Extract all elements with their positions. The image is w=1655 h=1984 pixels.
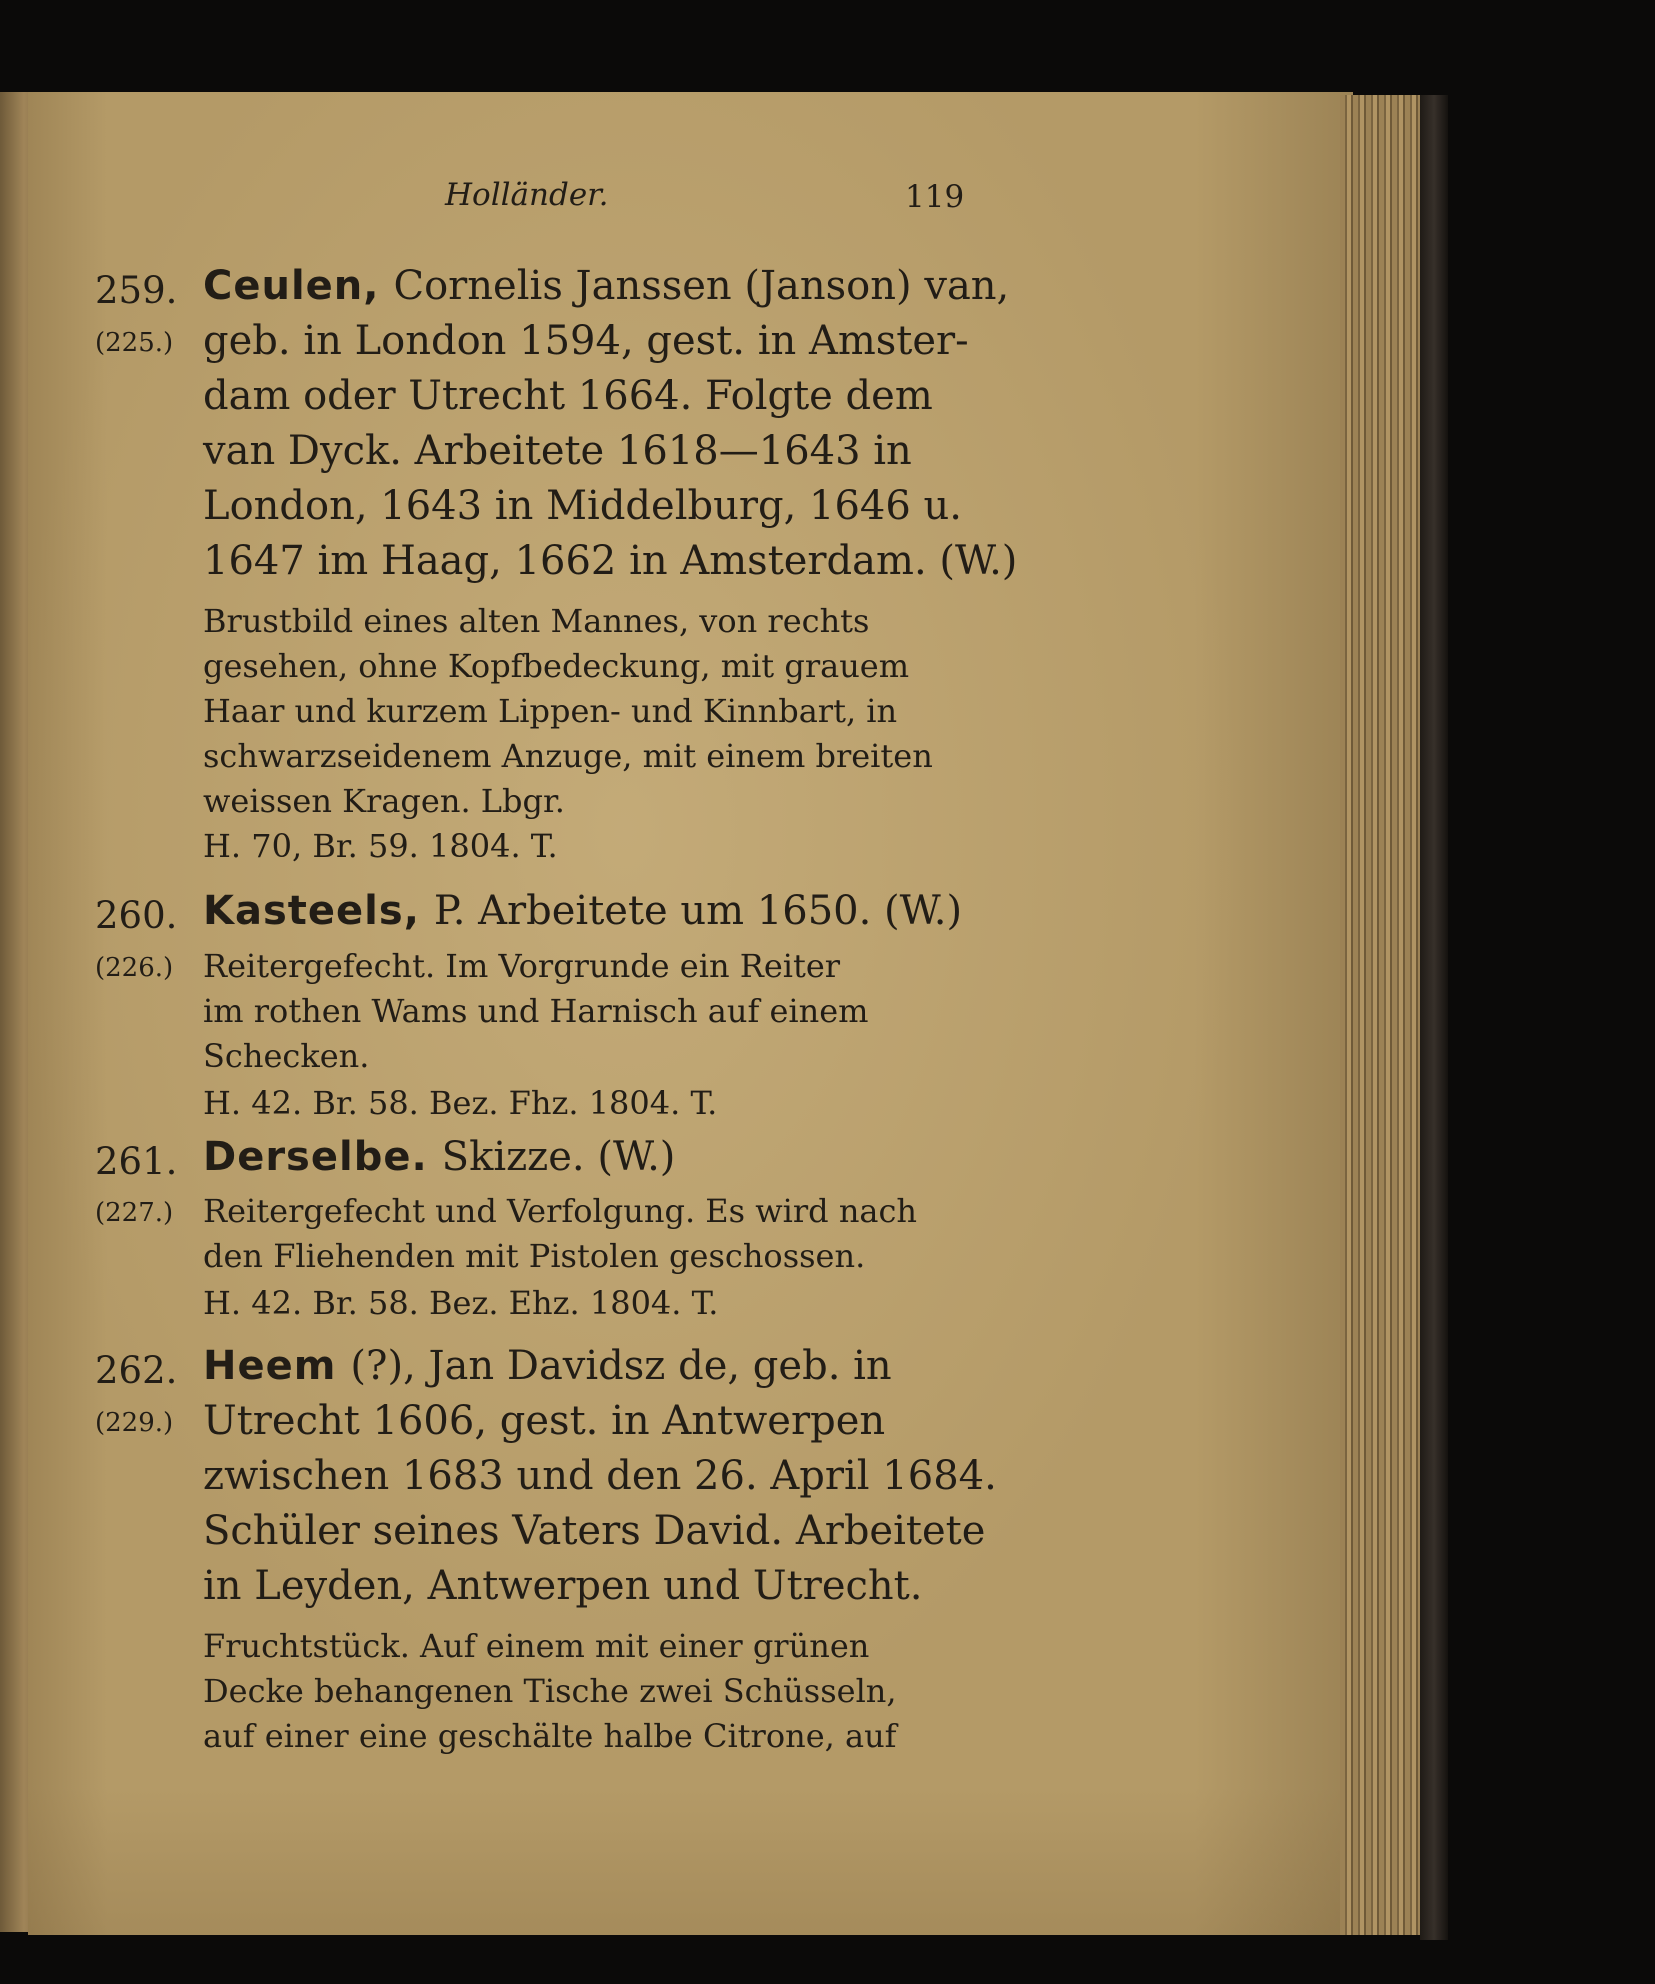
artist-name: Ceulen,: [203, 263, 380, 309]
description-line: Haar und kurzem Lippen- und Kinnbart, in: [203, 692, 898, 730]
description-line: Decke behangenen Tische zwei Schüsseln,: [203, 1672, 897, 1710]
running-header: Holländer.: [445, 177, 609, 213]
description-line: im rothen Wams und Harnisch auf einem: [203, 992, 869, 1030]
bio-line: London, 1643 in Middelburg, 1646 u.: [203, 483, 963, 529]
entry-number: 259.: [95, 269, 178, 312]
description-line: weissen Kragen. Lbgr.: [203, 782, 565, 820]
entry-number: 262.: [95, 1349, 178, 1392]
bio-line: Cornelis Janssen (Janson) van,: [393, 263, 1010, 309]
bio-line: 1647 im Haag, 1662 in Amsterdam. (W.): [203, 538, 1018, 584]
description-line: auf einer eine geschälte halbe Citrone, auf: [203, 1717, 897, 1755]
inventory-number: (229.): [95, 1408, 174, 1438]
entry-first-line: [203, 1343, 963, 1389]
dimensions-line: H. 42. Br. 58. Bez. Fhz. 1804. T.: [203, 1084, 718, 1122]
page-number: 119: [905, 179, 965, 215]
entry-first-line: [203, 888, 963, 934]
artist-name: Derselbe.: [203, 1134, 428, 1180]
bio-line: Skizze. (W.): [441, 1134, 676, 1180]
inventory-number: (227.): [95, 1198, 174, 1228]
description-line: Reitergefecht und Verfolgung. Es wird nach: [203, 1192, 918, 1230]
description-line: gesehen, ohne Kopfbedeckung, mit grauem: [203, 647, 910, 685]
bio-line: van Dyck. Arbeitete 1618—1643 in: [203, 428, 912, 474]
bio-line: Schüler seines Vaters David. Arbeitete: [203, 1508, 986, 1554]
artist-name: Heem: [203, 1343, 337, 1389]
description-line: Brustbild eines alten Mannes, von rechts: [203, 602, 870, 640]
bio-line: dam oder Utrecht 1664. Folgte dem: [203, 373, 933, 419]
entry-first-line: [203, 263, 1010, 309]
description-line: den Fliehenden mit Pistolen geschossen.: [203, 1237, 866, 1275]
description-line: schwarzseidenem Anzuge, mit einem breiten: [203, 737, 933, 775]
bio-line: P. Arbeitete um 1650. (W.): [433, 888, 963, 934]
inventory-number: (225.): [95, 328, 174, 358]
inventory-number: (226.): [95, 953, 174, 983]
bio-line: (?), Jan Davidsz de, geb. in: [350, 1343, 892, 1389]
artist-name: Kasteels,: [203, 888, 420, 934]
bio-line: in Leyden, Antwerpen und Utrecht.: [203, 1563, 923, 1609]
dimensions-line: H. 70, Br. 59. 1804. T.: [203, 827, 558, 865]
book-spine: [1420, 95, 1448, 1940]
bio-line: zwischen 1683 und den 26. April 1684.: [203, 1453, 997, 1499]
description-line: Fruchtstück. Auf einem mit einer grünen: [203, 1627, 870, 1665]
bio-line: Utrecht 1606, gest. in Antwerpen: [203, 1398, 886, 1444]
description-line: Reitergefecht. Im Vorgrunde ein Reiter: [203, 947, 841, 985]
bio-line: geb. in London 1594, gest. in Amster-: [203, 318, 969, 364]
description-line: Schecken.: [203, 1037, 370, 1075]
entry-first-line: [203, 1134, 963, 1180]
entry-number: 260.: [95, 894, 178, 937]
entry-number: 261.: [95, 1140, 178, 1183]
dimensions-line: H. 42. Br. 58. Bez. Ehz. 1804. T.: [203, 1284, 719, 1322]
